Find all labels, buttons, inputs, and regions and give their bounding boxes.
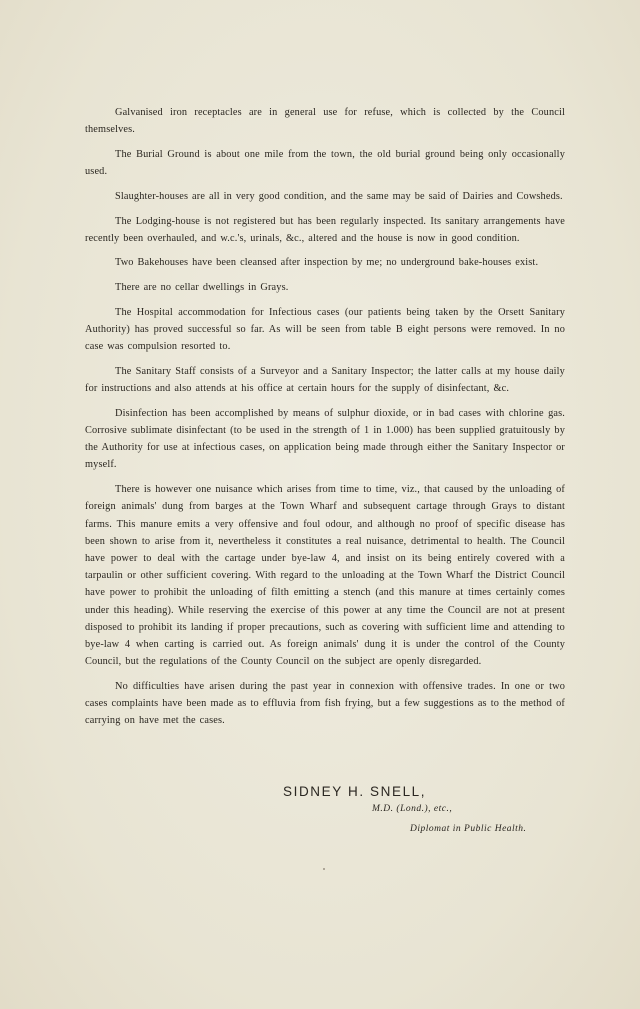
signature-diploma: Diplomat in Public Health.: [410, 824, 527, 834]
signature-credentials: M.D. (Lond.), etc.,: [372, 804, 453, 814]
paragraph-lodging-house: The Lodging-house is not registered but has been regularly inspected. Its sanitary arrangements have recently been overhauled, and w.c.'s, urinals, &c., altered and the house is now in good condition.: [85, 215, 565, 244]
paragraph-slaughter-houses: Slaughter-houses are all in very good condition, and the same may be said of Dairies and Cowsheds.: [115, 190, 563, 202]
paragraph-bakehouses: Two Bakehouses have been cleansed after inspection by me; no underground bake-houses exist.: [115, 257, 539, 269]
paragraph-cellar-dwellings: There are no cellar dwellings in Grays.: [115, 282, 289, 294]
paragraph-sanitary-staff: The Sanitary Staff consists of a Surveyor and a Sanitary Inspector; the latter calls at my house daily for instructions and also attends at his office at certain hours for the supply of disinfectant, &c.: [85, 365, 565, 395]
signature-name: SIDNEY H. SNELL,: [283, 784, 427, 799]
paragraph-hospital: The Hospital accommodation for Infectious cases (our patients being taken by the Orsett Sanitary Authority) has proved successful so far. As will be seen from table B eight persons were removed. In no case was compulsion resorted to.: [85, 306, 565, 353]
paragraph-burial-ground: The Burial Ground is about one mile from the town, the old burial ground being only occasionally used.: [85, 148, 565, 178]
paper-speck: [323, 868, 325, 870]
paragraph-disinfection: Disinfection has been accomplished by means of sulphur dioxide, or in bad cases with chlorine gas. Corrosive sublimate disinfectant (to be used in the strength of 1 in 1.000) has been supplied gratuitously by the Authority for use at infectious cases, on application being made through either the Sanitary Inspector or myself.: [85, 407, 565, 471]
paragraph-offensive-trades: No difficulties have arisen during the past year in connexion with offensive trades. In one or two cases complaints have been made as to effluvia from fish frying, but a few suggestions as to the method of carrying on have met the cases.: [85, 680, 565, 727]
paragraph-nuisance: There is however one nuisance which arises from time to time, viz., that caused by the unloading of foreign animals' dung from barges at the Town Wharf and subsequent cartage through Grays to distant farms. This manure emits a very offensive and foul odour, and although no proof of specific disease has been shown to arise from it, nevertheless it constitutes a real nuisance, detrimental to health. The Council have power to deal with the cartage under bye-law 4, and insist on its being entirely covered with a tarpaulin or other sufficient covering. With regard to the unloading at the Town Wharf the District Council have power to prohibit the unloading of filth emitting a stench (and this manure at times certainly comes under this heading). While reserving the exercise of this power at any time the Council are not at present disposed to prohibit its landing if proper precautions, such as covering with sufficient lime and attending to bye-law 4 when carting is carried out. As foreign animals' dung it is under the control of the County Council, but the regulations of the County Council on the subject are openly disregarded.: [85, 484, 565, 668]
body-text: [85, 104, 565, 737]
paragraph-refuse: Galvanised iron receptacles are in general use for refuse, which is collected by the Council themselves.: [85, 107, 565, 136]
